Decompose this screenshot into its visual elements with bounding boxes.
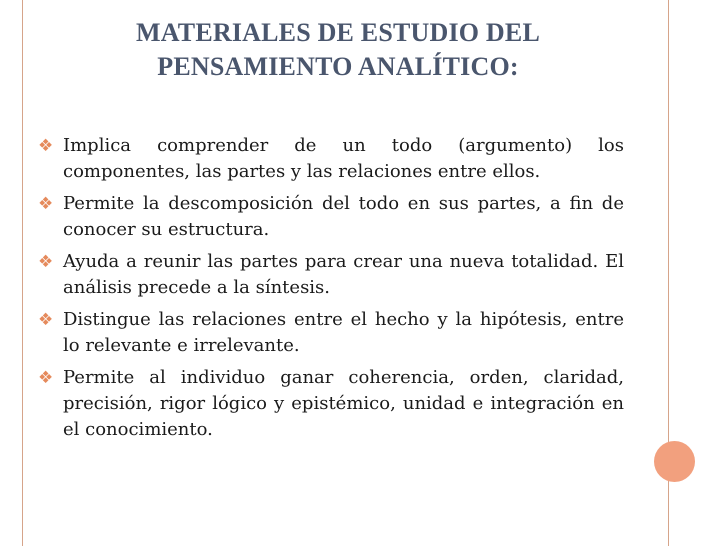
hollow-diamond-icon: ❖ <box>38 252 54 272</box>
slide-title: MATERIALES DE ESTUDIO DEL PENSAMIENTO ANALÍTICO: <box>135 18 540 81</box>
bullet-text: Implica comprender de un todo (argumento) los componentes, las partes y las relaciones entre ellos. <box>63 135 624 182</box>
hollow-diamond-icon: ❖ <box>38 136 54 156</box>
bullet-item <box>38 307 624 359</box>
hollow-diamond-icon: ❖ <box>38 310 54 330</box>
bullet-text: Ayuda a reunir las partes para crear una nueva totalidad. El análisis precede a la síntesis. <box>63 251 624 298</box>
bullet-text: Permite al individuo ganar coherencia, orden, claridad, precisión, rigor lógico y epistémico, unidad e integración en el conocimiento. <box>63 367 624 440</box>
hollow-diamond-icon: ❖ <box>38 368 54 388</box>
bullet-text: Permite la descomposición del todo en sus partes, a fin de conocer su estructura. <box>63 193 624 240</box>
left-margin-rule <box>22 0 23 546</box>
decorative-circle <box>654 441 695 482</box>
bullet-item <box>38 191 624 243</box>
bullet-item <box>38 249 624 301</box>
bullet-item <box>38 133 624 185</box>
bullet-list <box>38 133 624 449</box>
bullet-text: Distingue las relaciones entre el hecho y la hipótesis, entre lo relevante e irrelevante. <box>63 309 624 356</box>
hollow-diamond-icon: ❖ <box>38 194 54 214</box>
bullet-item <box>38 365 624 443</box>
